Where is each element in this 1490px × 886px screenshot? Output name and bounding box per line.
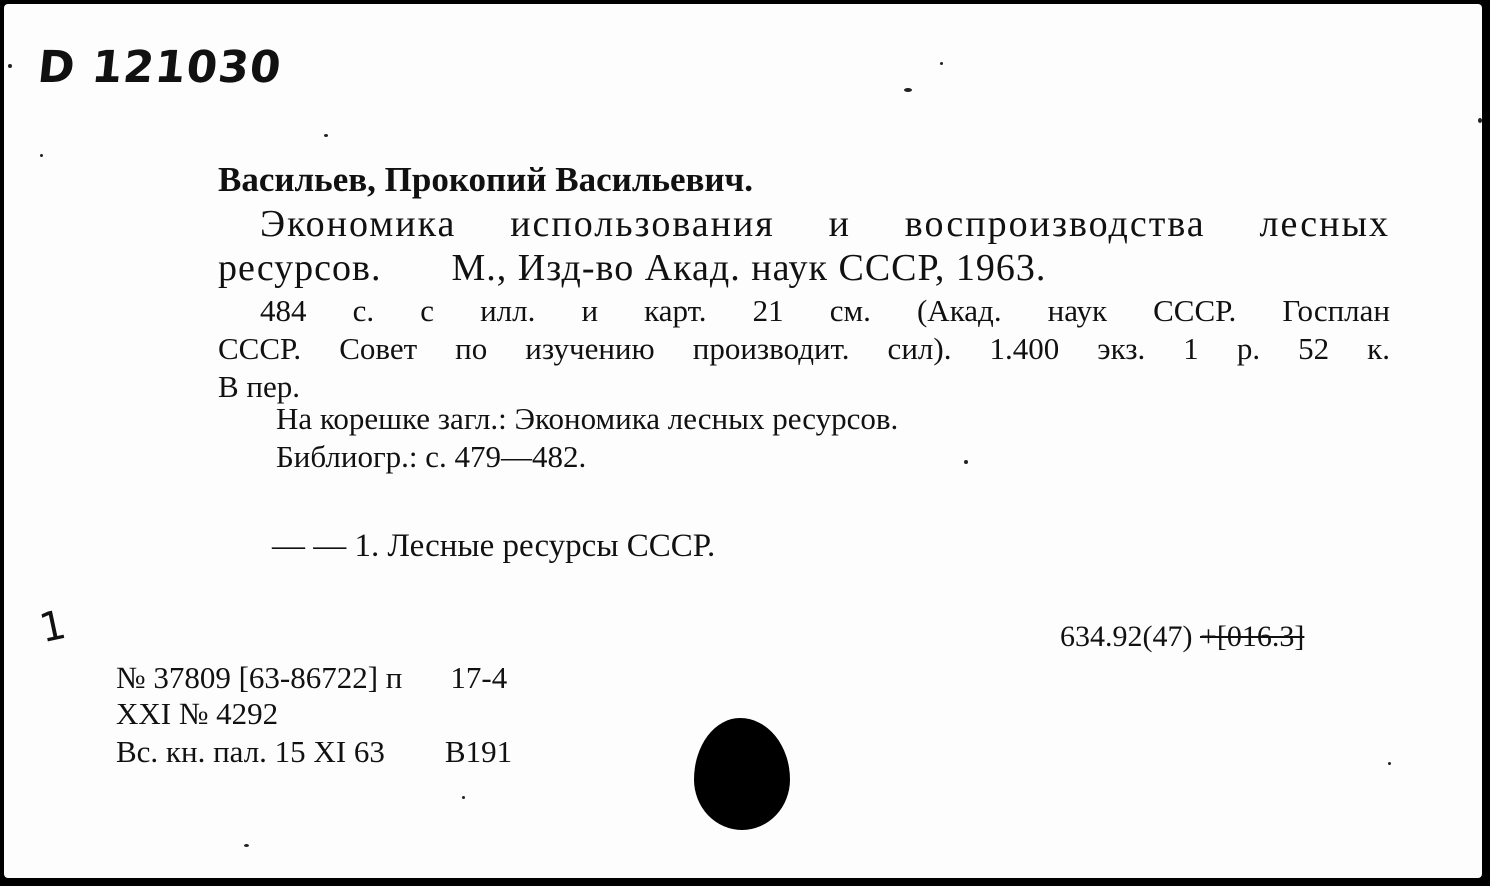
speck (940, 62, 943, 65)
classification-main: 634.92(47) (1060, 620, 1193, 653)
physical-description-line-1: 484 с. с илл. и карт. 21 см. (Акад. наук СССР. Госплан (260, 293, 1390, 328)
title-line-2-end: ресурсов. (218, 247, 382, 289)
series-number: XXI № 4292 (116, 696, 279, 731)
punch-hole (694, 718, 790, 830)
physical-description-line-2: СССР. Совет по изучению производит. сил). 1.400 экз. 1 р. 52 к. (218, 331, 1390, 366)
shelfmark-handwritten: D 121030 (35, 42, 285, 93)
subject-heading: — — 1. Лесные ресурсы СССР. (272, 528, 716, 564)
accession-line (116, 660, 507, 696)
note-spine-title: На корешке загл.: Экономика лесных ресурсов. (276, 401, 899, 436)
speck (964, 460, 968, 464)
chamber-code: В191 (444, 734, 513, 769)
accession-number: № 37809 [63-86722] п (116, 660, 403, 695)
classification-number (1060, 620, 1304, 654)
accession-code: 17-4 (450, 660, 508, 695)
chamber-date: Вс. кн. пал. 15 XI 63 (116, 734, 385, 769)
chamber-line (116, 734, 512, 770)
imprint: М., Изд-во Акад. наук СССР, 1963. (451, 247, 1047, 289)
author-heading: Васильев, Прокопий Васильевич. (218, 160, 754, 199)
speck (462, 796, 465, 799)
speck (1478, 118, 1482, 123)
classification-struck: +[016.3] (1199, 620, 1305, 653)
speck (904, 88, 912, 92)
title-line-1: Экономика использования и воспроизводства лесных (260, 203, 1390, 245)
speck (244, 844, 249, 847)
handwritten-mark: 1 (35, 601, 70, 653)
title-line-2 (218, 246, 1046, 290)
physical-description-line-3: В пер. (218, 369, 301, 404)
speck (1388, 762, 1391, 765)
note-bibliography: Библиогр.: с. 479—482. (276, 439, 587, 474)
catalog-card (4, 4, 1482, 878)
speck (40, 154, 43, 157)
speck (324, 134, 328, 137)
speck (8, 64, 12, 68)
